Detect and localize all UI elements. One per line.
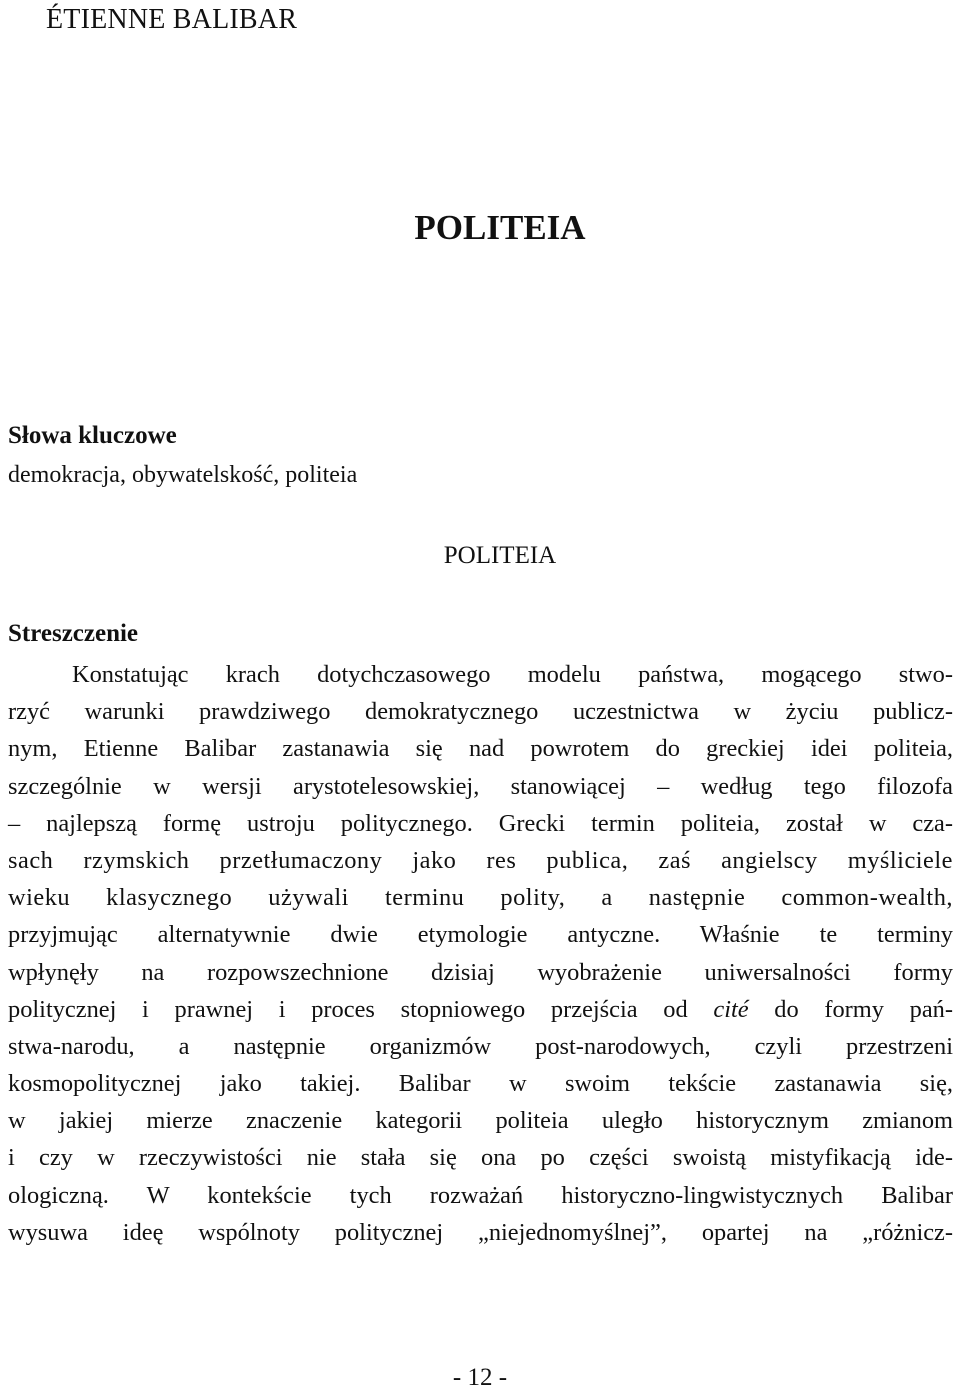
italic-term: cité (713, 995, 749, 1023)
page-number: - 12 - (452, 1364, 508, 1391)
abstract-line: stwa-narodu, a następnie organizmów post-narodowych, czyli przestrzeni (8, 1032, 953, 1060)
abstract-line: szczególnie w wersji arystotelesowskiej, stanowiącej ‒ według tego filozofa (8, 772, 953, 800)
abstract-title: POLITEIA (443, 542, 557, 569)
keywords-heading: Słowa kluczowe (8, 422, 177, 449)
abstract-line: i czy w rzeczywistości nie stała się ona po części swoistą mistyfikacją ide- (8, 1144, 953, 1172)
abstract-line: ologiczną. W kontekście tych rozważań historyczno-lingwistycznych Balibar (8, 1181, 953, 1209)
abstract-line: kosmopolitycznej jako takiej. Balibar w swoim tekście zastanawia się, (8, 1070, 953, 1098)
abstract-line: wysuwa ideę wspólnoty politycznej „niejednomyślnej”, opartej na „różnicz- (8, 1218, 953, 1246)
article-title: POLITEIA (414, 208, 586, 247)
abstract-line: w jakiej mierze znaczenie kategorii politeia uległo historycznym zmianom (8, 1107, 953, 1135)
abstract-line: wpłynęły na rozpowszechnione dzisiaj wyobrażenie uniwersalności formy (8, 958, 953, 986)
abstract-line: nym, Etienne Balibar zastanawia się nad powrotem do greckiej idei politeia, (8, 735, 953, 763)
author-name: ÉTIENNE BALIBAR (46, 4, 298, 35)
abstract-line-segment: do formy pań- (748, 995, 954, 1023)
abstract-line: przyjmując alternatywnie dwie etymologie antyczne. Właśnie te terminy (8, 921, 953, 949)
keywords-text: demokracja, obywatelskość, politeia (8, 462, 358, 488)
abstract-line: ‒ najlepszą formę ustroju politycznego. Grecki termin politeia, został w cza- (8, 809, 953, 837)
abstract-line: rzyć warunki prawdziwego demokratycznego uczestnictwa w życiu publicz- (8, 698, 953, 726)
abstract-line: sach rzymskich przetłumaczony jako res publica, zaś angielscy myśliciele (8, 846, 953, 874)
abstract-line-segment: politycznej i prawnej i proces stopniowego przejścia od (8, 995, 714, 1023)
abstract-line: Konstatując krach dotychczasowego modelu państwa, mogącego stwo- (72, 661, 953, 688)
abstract-line-with-italic (8, 991, 953, 1028)
abstract-heading: Streszczenie (8, 620, 139, 647)
abstract-body (8, 656, 953, 1251)
abstract-line: wieku klasycznego używali terminu polity, a następnie common-wealth, (8, 884, 953, 912)
